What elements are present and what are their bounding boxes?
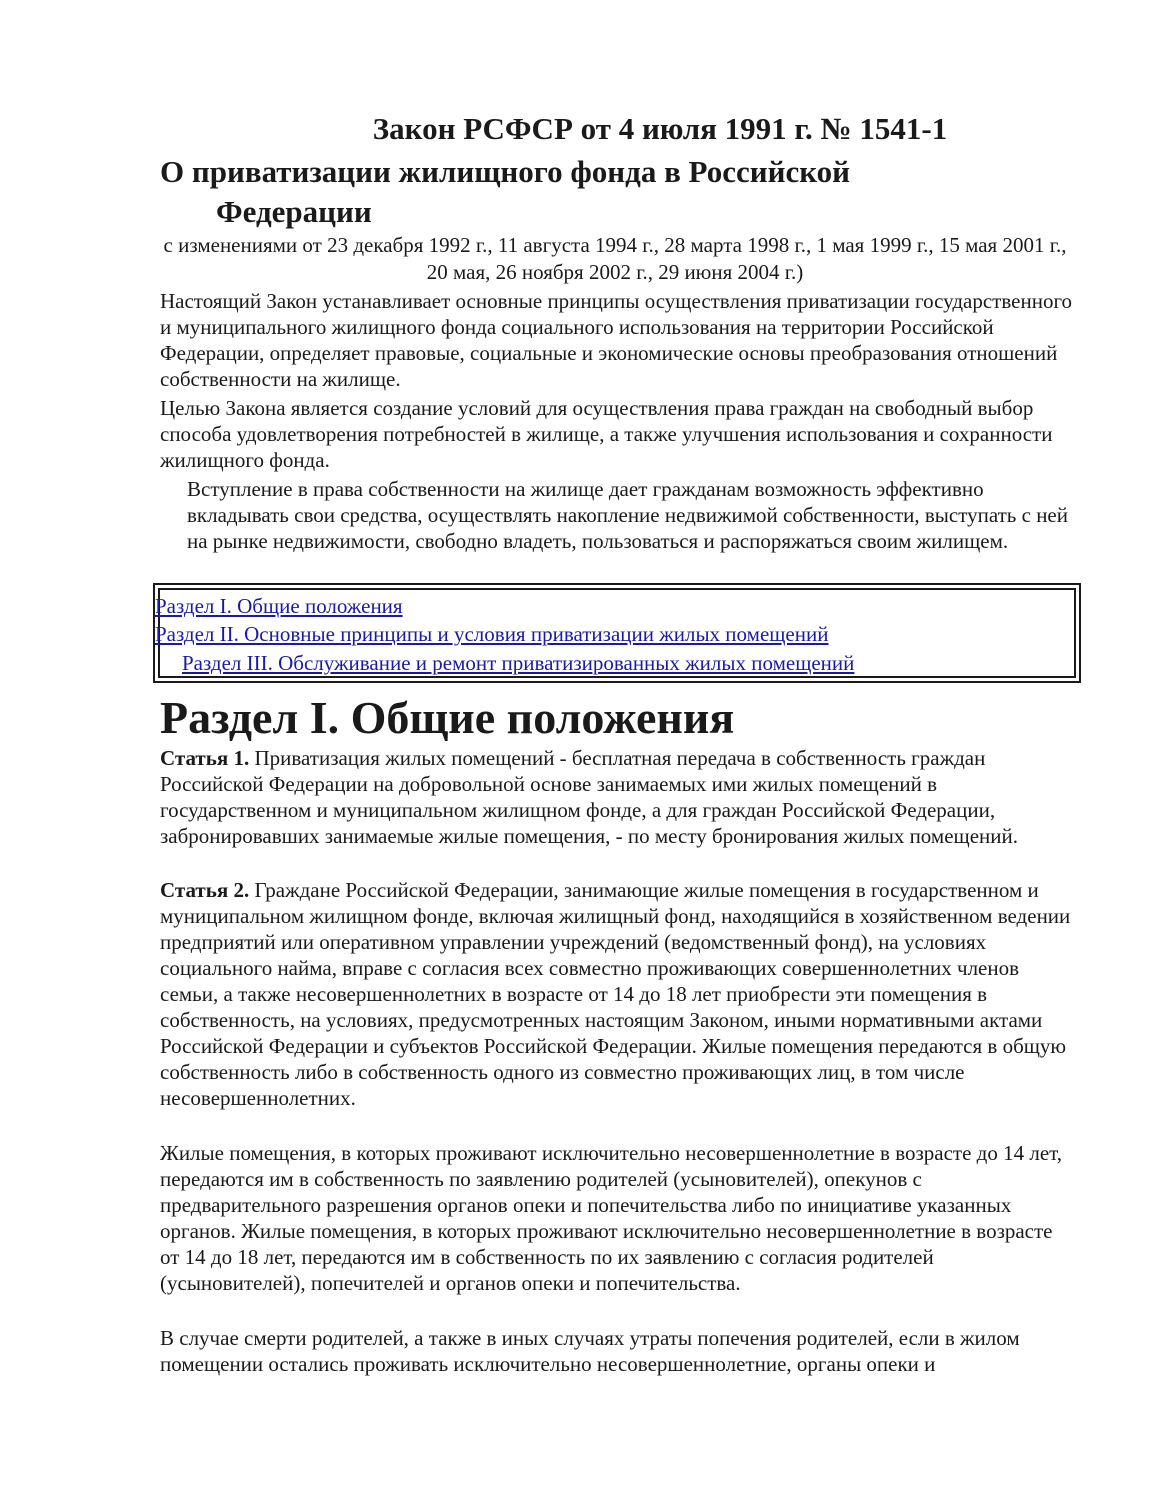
subtitle-line-2: Федерации [216,194,372,229]
toc-link-section-3[interactable]: Раздел III. Обслуживание и ремонт приватизированных жилых помещений [182,651,855,675]
section-1-heading: Раздел I. Общие положения [160,692,735,743]
table-of-contents [153,583,1081,683]
document-subtitle [160,152,960,232]
preamble-paragraph-2: Целью Закона является создание условий для осуществления права граждан на свободный выбор способа удовлетворения потребностей в жилище, а также улучшения использования и сохранности жилищного фонда. [160,396,1053,472]
article-2-text: Граждане Российской Федерации, занимающие жилые помещения в государственном и муниципальном жилищном фонде, включая жилищный фонд, находящийся в хозяйственном ведении предприятий или оперативном управлении учреждений (ведомственный фонд), на условиях социального найма, вправе с согласия всех совместно проживающих совершеннолетних членов семьи, а также несовершеннолетних в возрасте от 14 до 18 лет приобрести эти помещения в собственность, на условиях, предусмотренных настоящим Законом, иными нормативными актами Российской Федерации и субъектов Российской Федерации. Жилые помещения передаются в общую собственность либо в собственность одного из совместно проживающих лиц, в том числе несовершеннолетних. [160,878,1071,1110]
amendments-note: с изменениями от 23 декабря 1992 г., 11 августа 1994 г., 28 марта 1998 г., 1 мая 1999 г., 15 мая 2001 г., 20 мая, 26 ноября 2002 г., 29 июня 2004 г.) [163,233,1067,284]
subtitle-line-1: О приватизации жилищного фонда в Российской [160,154,851,189]
article-1-label: Статья 1. [160,746,250,770]
article-2 [160,877,1075,1111]
toc-link-section-1[interactable]: Раздел I. Общие положения [155,594,403,618]
preamble-paragraph-3: Вступление в права собственности на жилище дает гражданам возможность эффективно вкладывать свои средства, осуществлять накопление недвижимой собственности, выступать с ней на рынке недвижимости, свободно владеть, пользоваться и распоряжаться своим жилищем. [187,477,1068,553]
document-title: Закон РСФСР от 4 июля 1991 г. № 1541-1 [372,111,948,146]
preamble-paragraph-1: Настоящий Закон устанавливает основные принципы осуществления приватизации государственного и муниципального жилищного фонда социального использования на территории Российской Федерации, определяет правовые, социальные и экономические основы преобразования отношений собственности на жилище. [160,289,1073,391]
article-2-paragraph-2: Жилые помещения, в которых проживают исключительно несовершеннолетние в возрасте до 14 лет, передаются им в собственность по заявлению родителей (усыновителей), опекунов с предварительного разрешения органов опеки и попечительства либо по инициативе указанных органов. Жилые помещения, в которых проживают исключительно несовершеннолетние в возрасте от 14 до 18 лет, передаются им в собственность по их заявлению с согласия родителей (усыновителей), попечителей и органов опеки и попечительства. [160,1141,1062,1295]
article-1-text: Приватизация жилых помещений - бесплатная передача в собственность граждан Российской Федерации на добровольной основе занимаемых ими жилых помещений в государственном и муниципальном жилищном фонде, а для граждан Российской Федерации, забронировавших занимаемые жилые помещения, - по месту бронирования жилых помещений. [160,746,1018,848]
article-2-label: Статья 2. [160,878,250,902]
toc-link-section-2[interactable]: Раздел II. Основные принципы и условия приватизации жилых помещений [155,622,829,646]
article-1 [160,745,1075,849]
article-2-paragraph-3: В случае смерти родителей, а также в иных случаях утраты попечения родителей, если в жилом помещении остались проживать исключительно несовершеннолетние, органы опеки и [160,1326,1020,1376]
